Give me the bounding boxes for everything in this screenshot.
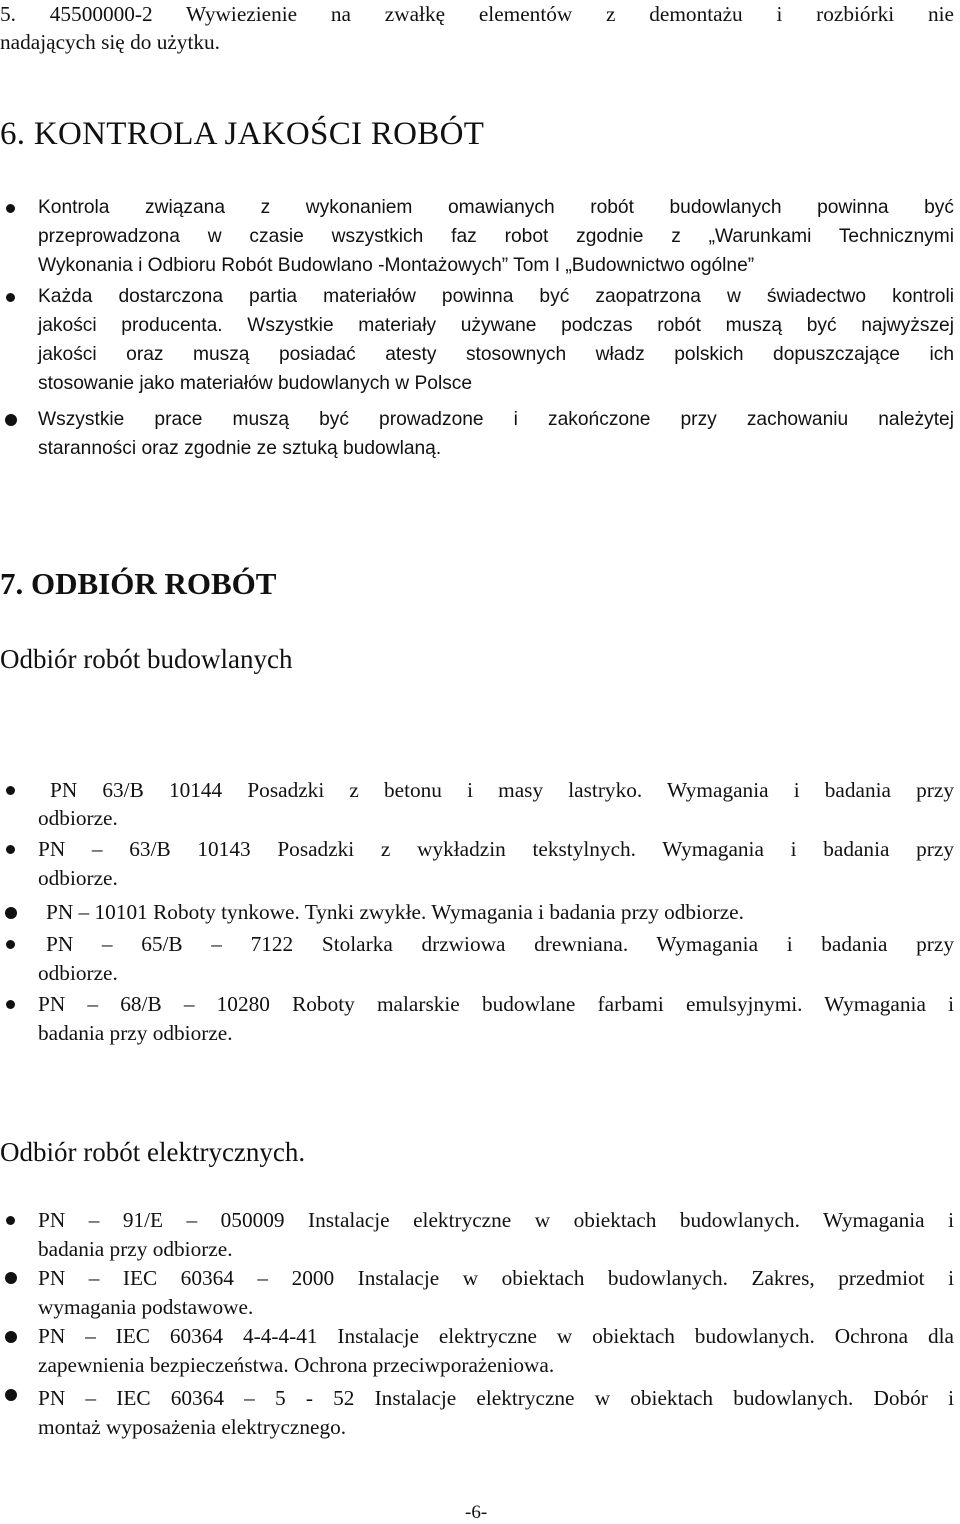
bullet-icon bbox=[6, 204, 15, 213]
section6-bullet2-line3: jakości oraz muszą posiadać atesty stosownych władz polskich dopuszczające ich bbox=[38, 344, 954, 365]
bullet-icon bbox=[5, 907, 17, 919]
sub2-title: Odbiór robót elektrycznych. bbox=[0, 1137, 306, 1167]
sub1-item4-line1: PN – 65/B – 7122 Stolarka drzwiowa drewniana. Wymagania i badania przy bbox=[46, 932, 954, 956]
bullet-icon bbox=[6, 786, 15, 795]
section6-bullet1-line2: przeprowadzona w czasie wszystkich faz robot zgodnie z „Warunkami Technicznymi bbox=[38, 226, 954, 247]
section6-title: 6. KONTROLA JAKOŚCI ROBÓT bbox=[0, 116, 485, 152]
section7-title: 7. ODBIÓR ROBÓT bbox=[0, 566, 277, 601]
sub2-item3-line2: zapewnienia bezpieczeństwa. Ochrona przeciwporażeniowa. bbox=[38, 1353, 555, 1377]
section6-bullet2-line2: jakości producenta. Wszystkie materiały używane podczas robót muszą być najwyższej bbox=[38, 315, 954, 336]
header-item-line2: nadających się do użytku. bbox=[0, 30, 220, 54]
bullet-icon bbox=[6, 1216, 15, 1225]
bullet-icon bbox=[5, 1272, 17, 1284]
bullet-icon bbox=[5, 1331, 17, 1343]
sub2-item2-line1: PN – IEC 60364 – 2000 Instalacje w obiektach budowlanych. Zakres, przedmiot i bbox=[38, 1266, 954, 1290]
sub1-item4-line2: odbiorze. bbox=[38, 961, 118, 985]
sub2-item4-line1: PN – IEC 60364 – 5 - 52 Instalacje elektryczne w obiektach budowlanych. Dobór i bbox=[38, 1386, 954, 1410]
header-item-line1: 5. 45500000-2 Wywiezienie na zwałkę elementów z demontażu i rozbiórki nie bbox=[0, 2, 954, 26]
bullet-icon bbox=[6, 293, 15, 302]
sub1-item1-line2: odbiorze. bbox=[38, 806, 118, 830]
sub1-item5-line2: badania przy odbiorze. bbox=[38, 1021, 233, 1045]
sub2-item3-line1: PN – IEC 60364 4-4-4-41 Instalacje elektryczne w obiektach budowlanych. Ochrona dla bbox=[38, 1324, 954, 1348]
bullet-icon bbox=[6, 845, 15, 854]
sub2-item1-line1: PN – 91/E – 050009 Instalacje elektryczne w obiektach budowlanych. Wymagania i bbox=[38, 1208, 954, 1232]
bullet-icon bbox=[5, 1389, 17, 1401]
bullet-icon bbox=[5, 414, 17, 426]
page-number: -6- bbox=[465, 1502, 488, 1523]
section6-bullet3-line1: Wszystkie prace muszą być prowadzone i zakończone przy zachowaniu należytej bbox=[38, 409, 954, 430]
sub1-title: Odbiór robót budowlanych bbox=[0, 644, 293, 674]
bullet-icon bbox=[6, 940, 15, 949]
section6-bullet2-line1: Każda dostarczona partia materiałów powinna być zaopatrzona w świadectwo kontroli bbox=[38, 286, 954, 307]
sub1-item2-line1: PN – 63/B 10143 Posadzki z wykładzin tekstylnych. Wymagania i badania przy bbox=[38, 837, 954, 861]
sub1-item5-line1: PN – 68/B – 10280 Roboty malarskie budowlane farbami emulsyjnymi. Wymagania i bbox=[38, 992, 954, 1016]
bullet-icon bbox=[6, 1000, 15, 1009]
section6-bullet1-line1: Kontrola związana z wykonaniem omawianych robót budowlanych powinna być bbox=[38, 197, 954, 218]
sub2-item2-line2: wymagania podstawowe. bbox=[38, 1295, 254, 1319]
sub1-item3-line1: PN – 10101 Roboty tynkowe. Tynki zwykłe. Wymagania i badania przy odbiorze. bbox=[46, 900, 744, 924]
sub1-item2-line2: odbiorze. bbox=[38, 866, 118, 890]
section6-bullet3-line2: staranności oraz zgodnie ze sztuką budowlaną. bbox=[38, 438, 442, 459]
sub2-item4-line2: montaż wyposażenia elektrycznego. bbox=[38, 1415, 347, 1439]
sub2-item1-line2: badania przy odbiorze. bbox=[38, 1237, 233, 1261]
section6-bullet1-line3: Wykonania i Odbioru Robót Budowlano -Montażowych” Tom I „Budownictwo ogólne” bbox=[38, 255, 755, 276]
section6-bullet2-line4: stosowanie jako materiałów budowlanych w Polsce bbox=[38, 373, 473, 394]
sub1-item1-line1: PN 63/B 10144 Posadzki z betonu i masy lastryko. Wymagania i badania przy bbox=[50, 778, 954, 802]
